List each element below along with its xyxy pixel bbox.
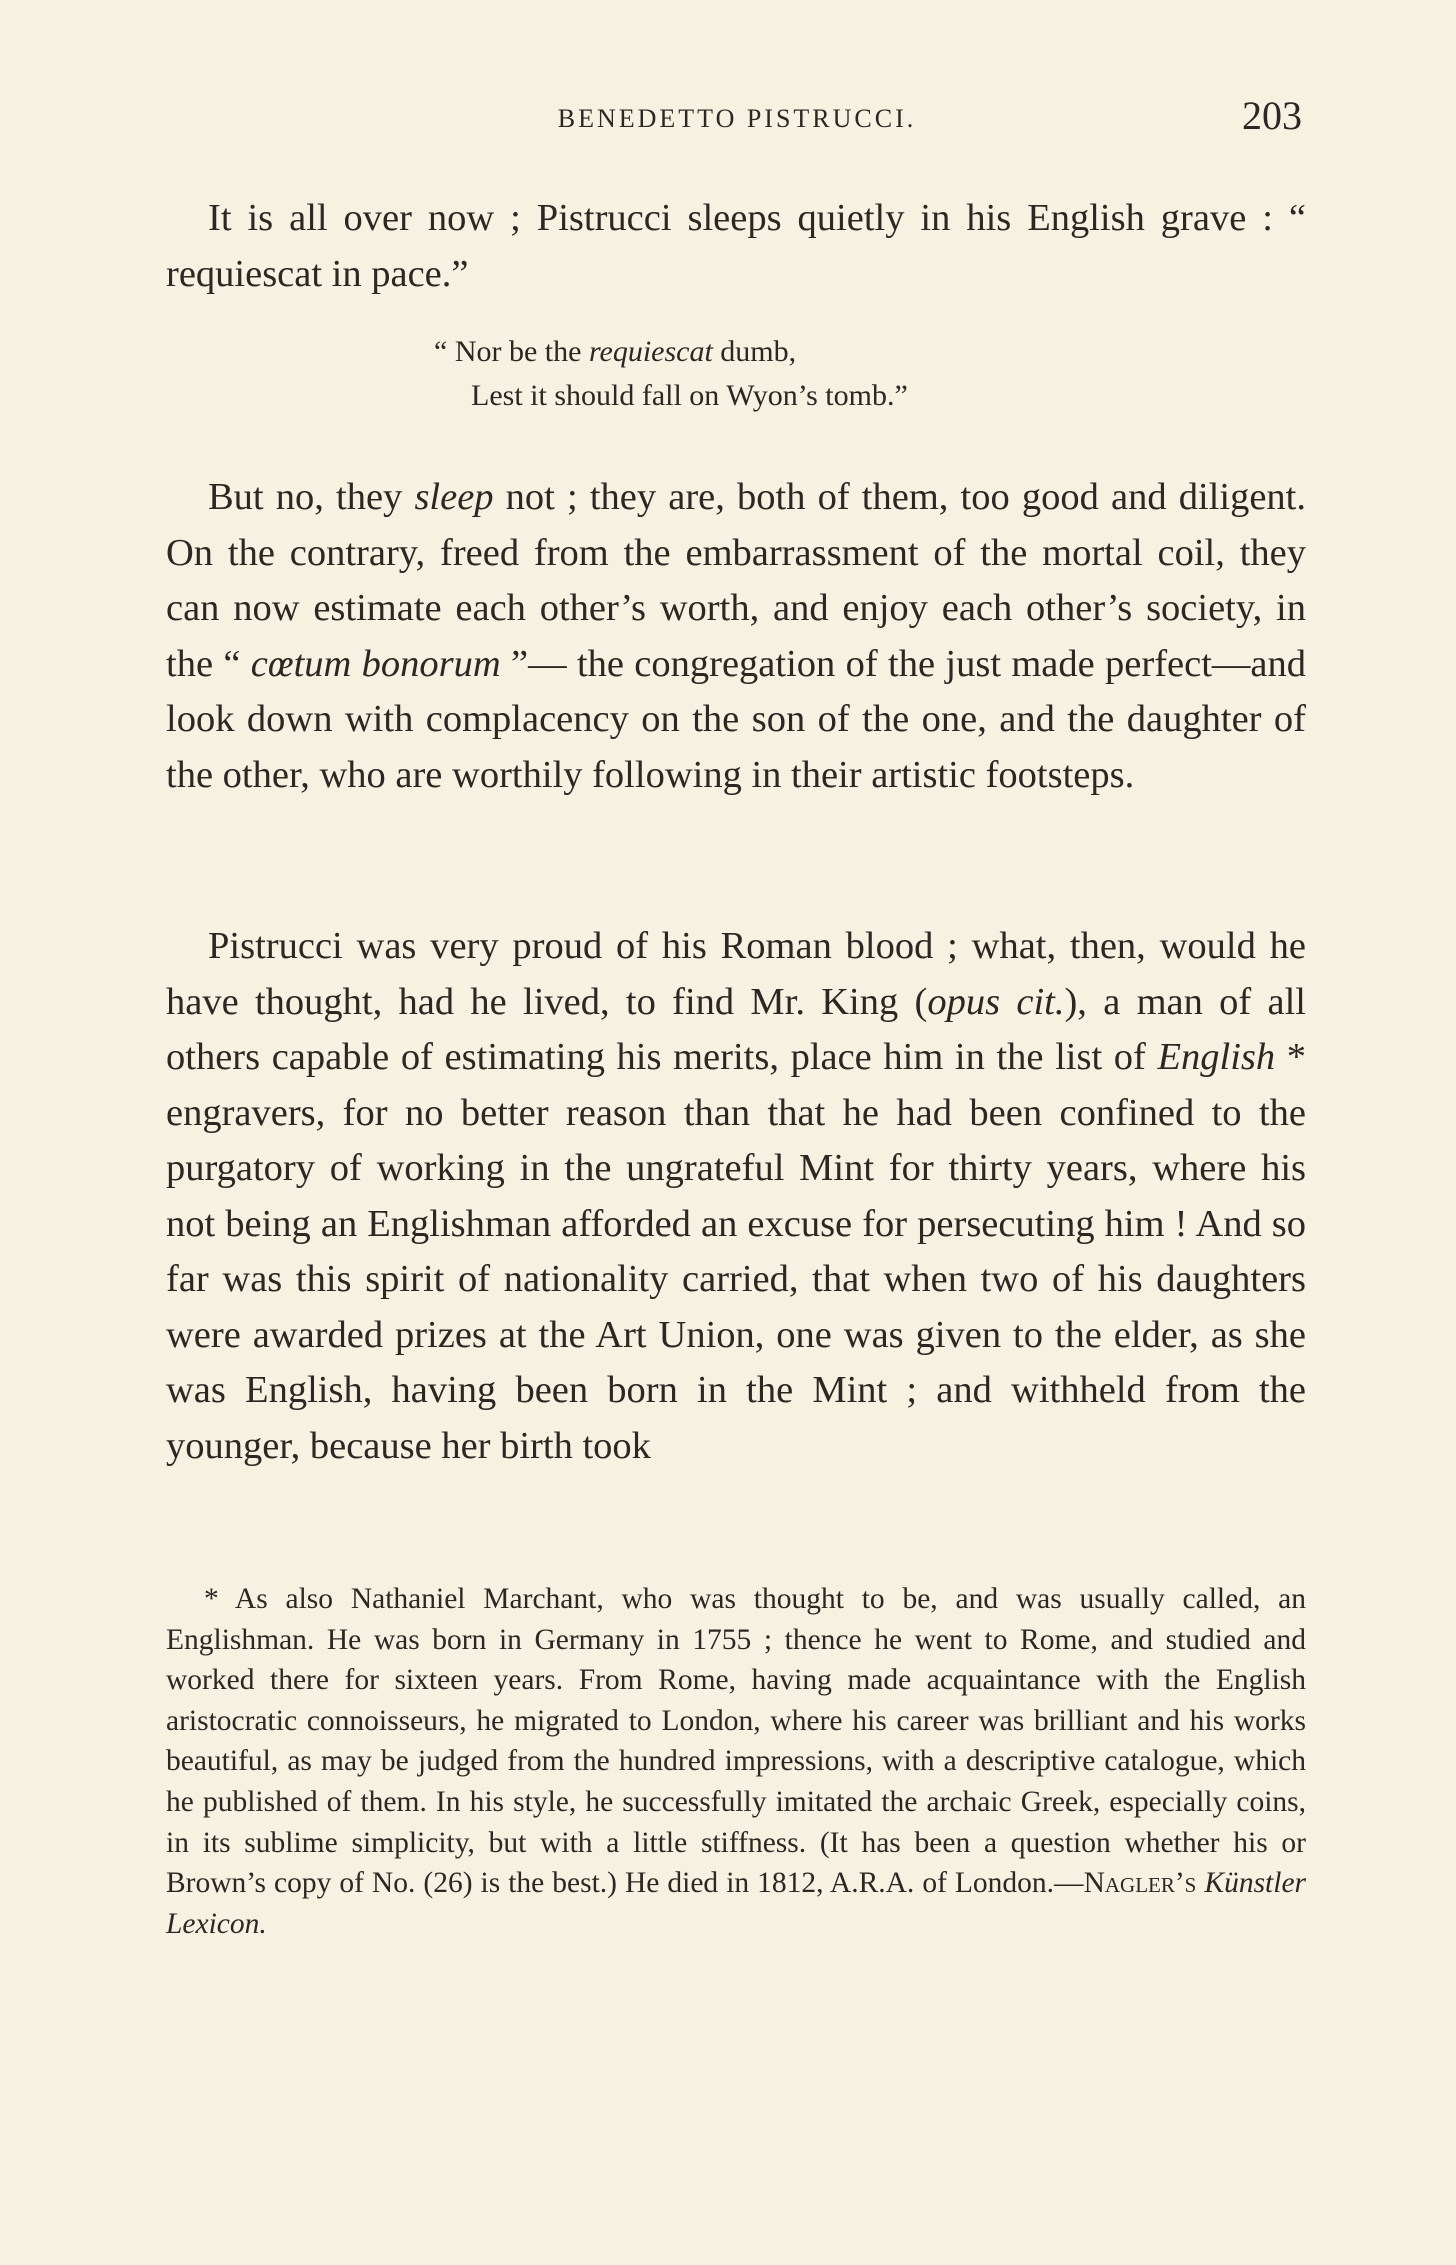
- text-run: ), a man of all others capable of estimating his merits, place him in the list of: [166, 980, 1306, 1078]
- italic-coetum-bonorum: cœtum bonorum: [250, 642, 501, 685]
- verse-line-1-end: dumb,: [712, 335, 797, 368]
- running-head: [168, 92, 1306, 142]
- running-title: BENEDETTO PISTRUCCI.: [557, 104, 917, 133]
- verse-line-2: Lest it should fall on Wyon’s tomb.”: [471, 379, 908, 412]
- italic-opus-cit: opus cit.: [927, 980, 1065, 1023]
- text-run: But no, they: [208, 476, 415, 518]
- verse-line-1-start: “ Nor be the: [434, 335, 589, 368]
- text-run: not ; they are, both of them, too good and diligent. On the contrary, freed from the embarrassment of the mortal coil, they can now estimate each other’s worth, and enjoy each other’s society, in the “: [166, 476, 1306, 685]
- paragraph-opening: [166, 191, 1306, 302]
- paragraph-text: [166, 470, 1306, 803]
- verse-line-1: [434, 330, 908, 374]
- paragraph-roman-blood: [166, 919, 1306, 1474]
- footnote-text: * As also Nathaniel Marchant, who was thought to be, and was usually called, an Englishman. He was born in Germany in 1755 ; thence he went to Rome, and studied and worked there for sixteen years. From Rome, having made acquaintance with the English aristocratic connoisseurs, he migrated to London, where his career was brilliant and his works beautiful, as may be judged from the hundred impressions, with a descriptive catalogue, which he published of them. In his style, he successfully imitated the archaic Greek, especially coins, in its sublime simplicity, but with a little stiffness. (It has been a question whether his or Brown’s copy of No. (26) is the best.) He died in 1812, A.R.A. of London.—: [166, 1583, 1306, 1900]
- text-run: Pistrucci was very proud of his Roman blood ; what, then, would he have thought, had he lived, to find Mr. King (: [166, 925, 1306, 1023]
- verse-quotation: [434, 330, 908, 418]
- paragraph-text: [166, 919, 1306, 1474]
- page-number: 203: [1242, 93, 1302, 138]
- text-run: ”— the congregation of the just made perfect—and look down with complacency on the son of the one, and the daughter of the other, who are worthily following in their artistic footsteps.: [166, 642, 1306, 796]
- verse-line-1-italic: requiescat: [588, 335, 713, 368]
- paragraph-text: It is all over now ; Pistrucci sleeps quietly in his English grave : “ requiescat in pace.”: [166, 197, 1306, 295]
- italic-english: English: [1157, 1036, 1276, 1078]
- footnote: [166, 1579, 1306, 1944]
- footnote-work-title: Künstler Lexicon.: [166, 1867, 1307, 1940]
- italic-sleep: sleep: [414, 476, 494, 518]
- text-run: * engravers, for no better reason than that he had been confined to the purgatory of working in the ungrateful Mint for thirty years, where his not being an Englishman afforded an excuse for persecuting him ! And so far was this spirit of nationality carried, that when two of his daughters were awarded prizes at the Art Union, one was given to the elder, as she was English, having been born in the Mint ; and withheld from the younger, because her birth took: [166, 1036, 1307, 1467]
- paragraph-but-no: [166, 470, 1306, 803]
- footnote-author: Nagler’s: [1083, 1867, 1197, 1900]
